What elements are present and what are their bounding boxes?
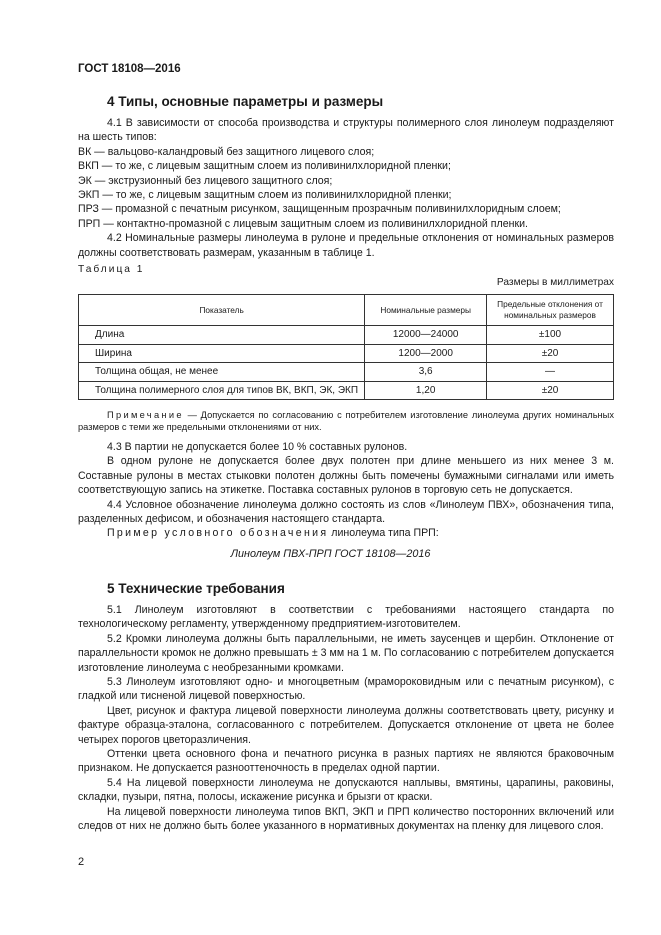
example-tail: линолеума типа ПРП:	[328, 527, 439, 540]
table-row	[79, 344, 614, 363]
section-4-body	[78, 116, 614, 260]
table-row	[79, 381, 614, 400]
paragraph-4-1: 4.1 В зависимости от способа производства и структуры полимерного слоя линолеум подразделяют на шесть типов:	[78, 117, 614, 144]
paragraph-4-4: 4.4 Условное обозначение линолеума должно состоять из слов «Линолеум ПВХ», обозначения типа, разделенных дефисом, и обозначения настоящего стандарта.	[78, 498, 614, 526]
table-units: Размеры в миллиметрах	[496, 277, 614, 288]
table-cell: ±20	[487, 344, 614, 363]
paragraph: Цвет, рисунок и фактура лицевой поверхности линолеума должны соответствовать цвету, рисунку и фактуре образца-эталона, согласованного с потребителем. Допускается отклонение от цвета не более четырех порогов цветоразличения.	[78, 704, 614, 746]
example-label: Пример условного обозначения	[107, 527, 329, 540]
table-cell: 3,6	[365, 363, 487, 382]
paragraph-4-3-detail: В одном рулоне не допускается более двух полотен при длине меньшего из них менее 3 м. Составные рулоны в местах стыковки полотен должны быть помечены бумажными сигналами или иметь соответствующую запись на этикетке. Поставка составных рулонов в торговую сеть не допускается.	[78, 455, 614, 497]
table-cell: ±100	[487, 326, 614, 345]
header-deviation-text: Предельные отклонения от номинальных размеров	[497, 299, 603, 320]
table-cell: 12000—24000	[365, 326, 487, 345]
section-5-body	[78, 603, 614, 834]
table-row	[79, 326, 614, 345]
table-cell: 1,20	[365, 381, 487, 400]
table-cell: 1200—2000	[365, 344, 487, 363]
paragraph: 5.1 Линолеум изготовляют в соответствии с требованиями настоящего стандарта по технологическому регламенту, утвержденному предприятием-изготовителем.	[78, 604, 614, 631]
paragraph: Оттенки цвета основного фона и печатного рисунка в разных партиях не являются браковочным признаком. Не допускается разнооттеночность в пределах одной партии.	[78, 748, 614, 775]
table-cell: Ширина	[79, 344, 365, 363]
section-4-continued	[78, 440, 614, 541]
section-5-title: 5 Технические требования	[107, 581, 285, 596]
type-item: ЭК — экструзионный без лицевого защитного слоя;	[78, 174, 333, 187]
table-row	[79, 363, 614, 382]
note-text: — Допускается по согласованию с потребителем изготовление линолеума других номинальных размеров с теми же предельными отклонениями от них.	[78, 410, 614, 433]
table-header-cell: Номинальные размеры	[365, 295, 487, 326]
table-note	[78, 409, 614, 434]
type-item: ПРП — контактно-промазной с лицевым защитным слоем из поливинилхлоридной пленки.	[78, 217, 528, 230]
table-caption: Таблица 1	[78, 264, 145, 275]
table-header-cell	[487, 295, 614, 326]
table-cell: Толщина полимерного слоя для типов ВК, ВКП, ЭК, ЭКП	[79, 381, 365, 400]
type-item: ПРЗ — промазной с печатным рисунком, защищенным прозрачным поливинилхлоридным слоем;	[78, 203, 561, 216]
paragraph: 5.2 Кромки линолеума должны быть параллельными, не иметь заусенцев и щербин. Отклонение от параллельности кромок не должно превышать ± 3 мм на 1 м. По согласованию с потребителем допускается изготовление линолеума с необрезанными кромками.	[78, 632, 614, 674]
table-cell: —	[487, 363, 614, 382]
page-number: 2	[78, 856, 85, 868]
table-header-cell: Показатель	[79, 295, 365, 326]
type-item: ВКП — то же, с лицевым защитным слоем из поливинилхлоридной пленки;	[78, 160, 451, 173]
dimensions-table	[78, 294, 614, 400]
table-header-row	[79, 295, 614, 326]
table-cell: Длина	[79, 326, 365, 345]
paragraph: 5.4 На лицевой поверхности линолеума не допускаются наплывы, вмятины, царапины, раковины, складки, пузыри, пятна, полосы, искажение рисунка и брызги от краски.	[78, 776, 614, 804]
type-item: ВК — вальцово-каландровый без защитного лицевого слоя;	[78, 145, 375, 158]
section-4-title: 4 Типы, основные параметры и размеры	[107, 94, 384, 109]
designation-example: Линолеум ПВХ-ПРП ГОСТ 18108—2016	[230, 548, 431, 560]
paragraph-4-2: 4.2 Номинальные размеры линолеума в рулоне и предельные отклонения от номинальных размеров должны соответствовать размерам, указанным в таблице 1.	[78, 232, 614, 259]
paragraph: На лицевой поверхности линолеума типов ВКП, ЭКП и ПРП количество посторонних включений или следов от них не должно быть более указанного в нормативных документах на пленку для лицевого слоя.	[78, 805, 614, 833]
document-header: ГОСТ 18108—2016	[78, 63, 181, 75]
note-label: Примечание	[107, 410, 184, 420]
table-cell: Толщина общая, не менее	[79, 363, 365, 382]
table-cell: ±20	[487, 381, 614, 400]
paragraph-4-3: 4.3 В партии не допускается более 10 % составных рулонов.	[107, 441, 408, 453]
type-item: ЭКП — то же, с лицевым защитным слоем из поливинилхлоридной пленки;	[78, 189, 452, 202]
paragraph: 5.3 Линолеум изготовляют одно- и многоцветным (мрамороковидным или с печатным рисунком), с гладкой или тисненой лицевой поверхностью.	[78, 676, 614, 703]
